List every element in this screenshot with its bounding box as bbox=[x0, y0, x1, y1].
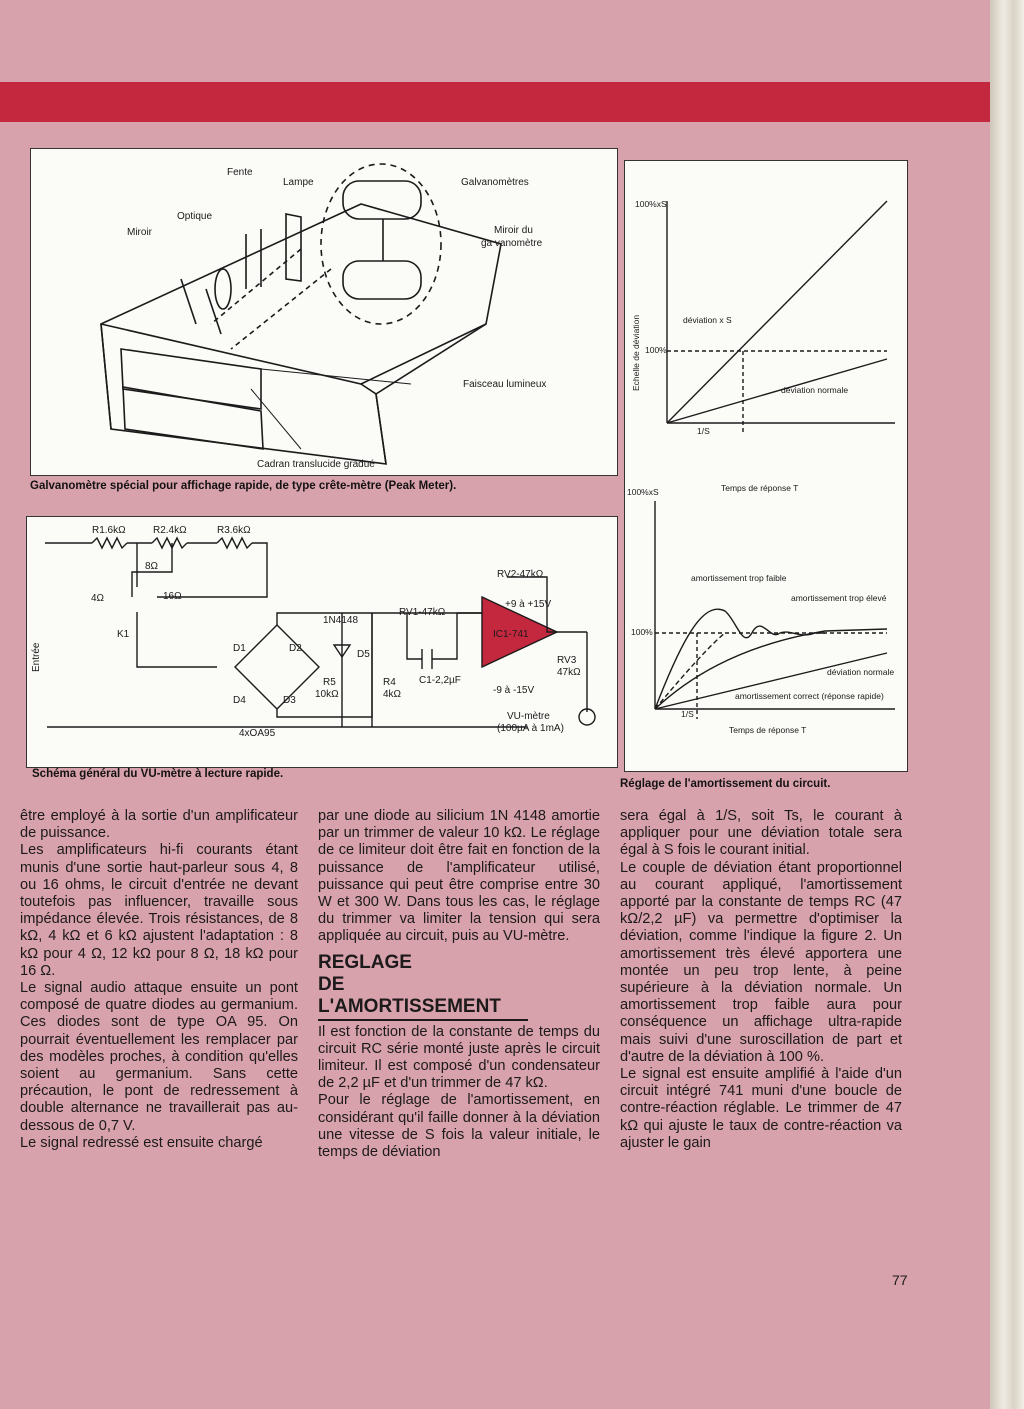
col3-para-2: Le couple de déviation étant proportionnel au courant appliqué, l'amortissement apporté par la constante de temps RC (47 kΩ/2,2 µF) va permettre d'optimiser la déviation, comme l'indique la figure 2. Un amortissement très élevé apportera une montée un peu trop lente, à peine supérieure à la déviation normale. Un amortissement trop faible aura pour conséquence un affichage ultra-rapide mais suivi d'une suroscillation de part et d'autre de la déviation à 100 %. bbox=[620, 859, 902, 1065]
caption-amortissement: Réglage de l'amortissement du circuit. bbox=[620, 778, 831, 790]
col3-para-1: sera égal à 1/S, soit Ts, le courant à appliquer pour une déviation totale sera égal à S fois le courant initial. bbox=[620, 808, 902, 859]
label-rv1: RV1-47kΩ bbox=[399, 607, 446, 618]
label-cadran: Cadran translucide gradué bbox=[257, 459, 375, 470]
label-galvanometres: Galvanomètres bbox=[461, 177, 529, 188]
bottom-chart-ytop: 100%xS bbox=[627, 487, 659, 497]
amortissement-graphs bbox=[625, 161, 907, 771]
caption-schematic: Schéma général du VU-mètre à lecture rapide. bbox=[32, 768, 284, 780]
label-vumetre-1: VU-mètre bbox=[507, 711, 550, 722]
label-rv3-1: RV3 bbox=[557, 655, 577, 666]
label-d5: D5 bbox=[357, 649, 370, 660]
bottom-chart-curve-high: amortissement trop élevé bbox=[791, 593, 887, 603]
top-chart-yaxis: Echelle de déviation bbox=[631, 314, 641, 391]
label-r2: R2.4kΩ bbox=[153, 525, 187, 536]
bottom-chart-xmark: 1/S bbox=[681, 709, 694, 719]
text-column-3 bbox=[620, 808, 902, 1152]
text-column-1 bbox=[20, 808, 298, 1152]
heading-line-1: REGLAGE bbox=[318, 951, 412, 973]
schematic-drawing bbox=[27, 517, 617, 767]
top-chart-series1: déviation x S bbox=[683, 315, 732, 325]
caption-galvanometer: Galvanomètre spécial pour affichage rapide, de type crête-mètre (Peak Meter). bbox=[30, 480, 457, 492]
label-d2: D2 bbox=[289, 643, 302, 654]
col1-para-4: Le signal redressé est ensuite chargé bbox=[20, 1134, 263, 1151]
page-number: 77 bbox=[892, 1272, 908, 1288]
label-lampe: Lampe bbox=[283, 177, 314, 188]
label-d4: D4 bbox=[233, 695, 246, 706]
label-rv2: RV2-47kΩ bbox=[497, 569, 544, 580]
label-d3: D3 bbox=[283, 695, 296, 706]
col1-para-2: Les amplificateurs hi-fi courants étant munis d'une sortie haut-parleur sous 4, 8 ou 16 ohms, le circuit d'entrée ne devant toutefois pas influencer, travaille sous impédance élevée. Trois résistances, de 8 kΩ, 4 kΩ et 6 kΩ ajustent l'adaptation : 8 kΩ pour 4 Ω, 12 kΩ pour 8 Ω, 18 kΩ pour 16 Ω. bbox=[20, 842, 298, 979]
top-chart-y100: 100% bbox=[645, 345, 667, 355]
top-chart-xtitle: Temps de réponse T bbox=[721, 483, 799, 493]
bottom-chart-xtitle: Temps de réponse T bbox=[729, 725, 807, 735]
bottom-chart-curve-correct: amortissement correct (réponse rapide) bbox=[735, 691, 884, 701]
label-k1: K1 bbox=[117, 629, 130, 640]
top-chart-series2: déviation normale bbox=[781, 385, 849, 395]
label-rv3-2: 47kΩ bbox=[557, 667, 581, 678]
header-band bbox=[0, 82, 990, 122]
label-faisceau: Faisceau lumineux bbox=[463, 379, 547, 390]
section-heading bbox=[318, 952, 528, 1021]
label-r5-2: 10kΩ bbox=[315, 689, 339, 700]
label-d1: D1 bbox=[233, 643, 246, 654]
top-chart-xmark: 1/S bbox=[697, 426, 710, 436]
label-r5-1: R5 bbox=[323, 677, 336, 688]
label-entree: Entrée bbox=[31, 642, 42, 672]
label-diodes-ref: 4xOA95 bbox=[239, 728, 276, 739]
figure-amortissement bbox=[624, 160, 908, 772]
col1-para-3: Le signal audio attaque ensuite un pont composé de quatre diodes au germanium. Ces diodes sont de type OA 95. On pourrait éventuellement les remplacer par des modèles proches, à condition qu'elles soient au germanium. Sans cette précaution, le pont de redressement à double alternance ne travaillerait pas au-dessous de 0,7 V. bbox=[20, 980, 298, 1134]
col3-para-3: Le signal est ensuite amplifié à l'aide d'un circuit intégré 741 muni d'une boucle de contre-réaction réglable. Le trimmer de 47 kΩ qui ajuste le taux de contre-réaction va ajuster le gain bbox=[620, 1066, 902, 1151]
figure-galvanometer bbox=[30, 148, 618, 476]
figure-schematic bbox=[26, 516, 618, 768]
label-r1: R1.6kΩ bbox=[92, 525, 126, 536]
label-minus-supply: -9 à -15V bbox=[493, 685, 535, 696]
label-fente: Fente bbox=[227, 167, 253, 178]
label-r4-2: 4kΩ bbox=[383, 689, 402, 700]
galvanometer-drawing bbox=[31, 149, 617, 475]
bottom-chart-curve-low: amortissement trop faible bbox=[691, 573, 787, 583]
col2-para-1: par une diode au silicium 1N 4148 amortie par un trimmer de valeur 10 kΩ. Le réglage de ce limiteur doit être fait en fonction de la puissance de l'amplificateur utilisé, puissance qui peut être comprise entre 30 W et 300 W. Dans tous les cas, le réglage du trimmer va limiter la tension qui sera appliquée au circuit, puis au VU-mètre. bbox=[318, 808, 600, 945]
label-miroir-galva-1: Miroir du bbox=[494, 225, 533, 236]
bottom-chart-curve-normal: déviation normale bbox=[827, 667, 895, 677]
page-edge bbox=[990, 0, 1024, 1409]
label-ic: IC1-741 bbox=[493, 629, 529, 640]
col2-para-2: Il est fonction de la constante de temps du circuit RC série monté juste après le circuit limiteur. Il est composé d'un condensateur de 2,2 µF et d'un trimmer de 47 kΩ. bbox=[318, 1023, 600, 1092]
label-diode-ref: 1N4148 bbox=[323, 615, 359, 626]
label-tap-4: 4Ω bbox=[91, 593, 105, 604]
label-c1: C1-2,2µF bbox=[419, 675, 461, 686]
label-miroir: Miroir bbox=[127, 227, 152, 238]
text-column-2 bbox=[318, 808, 600, 1161]
label-miroir-galva-2: ga vanomètre bbox=[481, 238, 543, 249]
label-vumetre-2: (100µA à 1mA) bbox=[497, 723, 564, 734]
col2-para-3: Pour le réglage de l'amortissement, en considérant qu'il faille donner à la déviation une vitesse de S fois la valeur initiale, le temps de déviation bbox=[318, 1092, 600, 1161]
label-r3: R3.6kΩ bbox=[217, 525, 251, 536]
label-optique: Optique bbox=[177, 211, 213, 222]
top-chart-ytop: 100%xS bbox=[635, 199, 667, 209]
label-plus-supply: +9 à +15V bbox=[505, 599, 552, 610]
label-tap-16: 16Ω bbox=[163, 591, 182, 602]
label-tap-8: 8Ω bbox=[145, 561, 159, 572]
col1-para-1: être employé à la sortie d'un amplificateur de puissance. bbox=[20, 808, 298, 842]
label-r4-1: R4 bbox=[383, 677, 396, 688]
bottom-chart-y100: 100% bbox=[631, 627, 653, 637]
heading-line-2: DE L'AMORTISSEMENT bbox=[318, 973, 501, 1017]
